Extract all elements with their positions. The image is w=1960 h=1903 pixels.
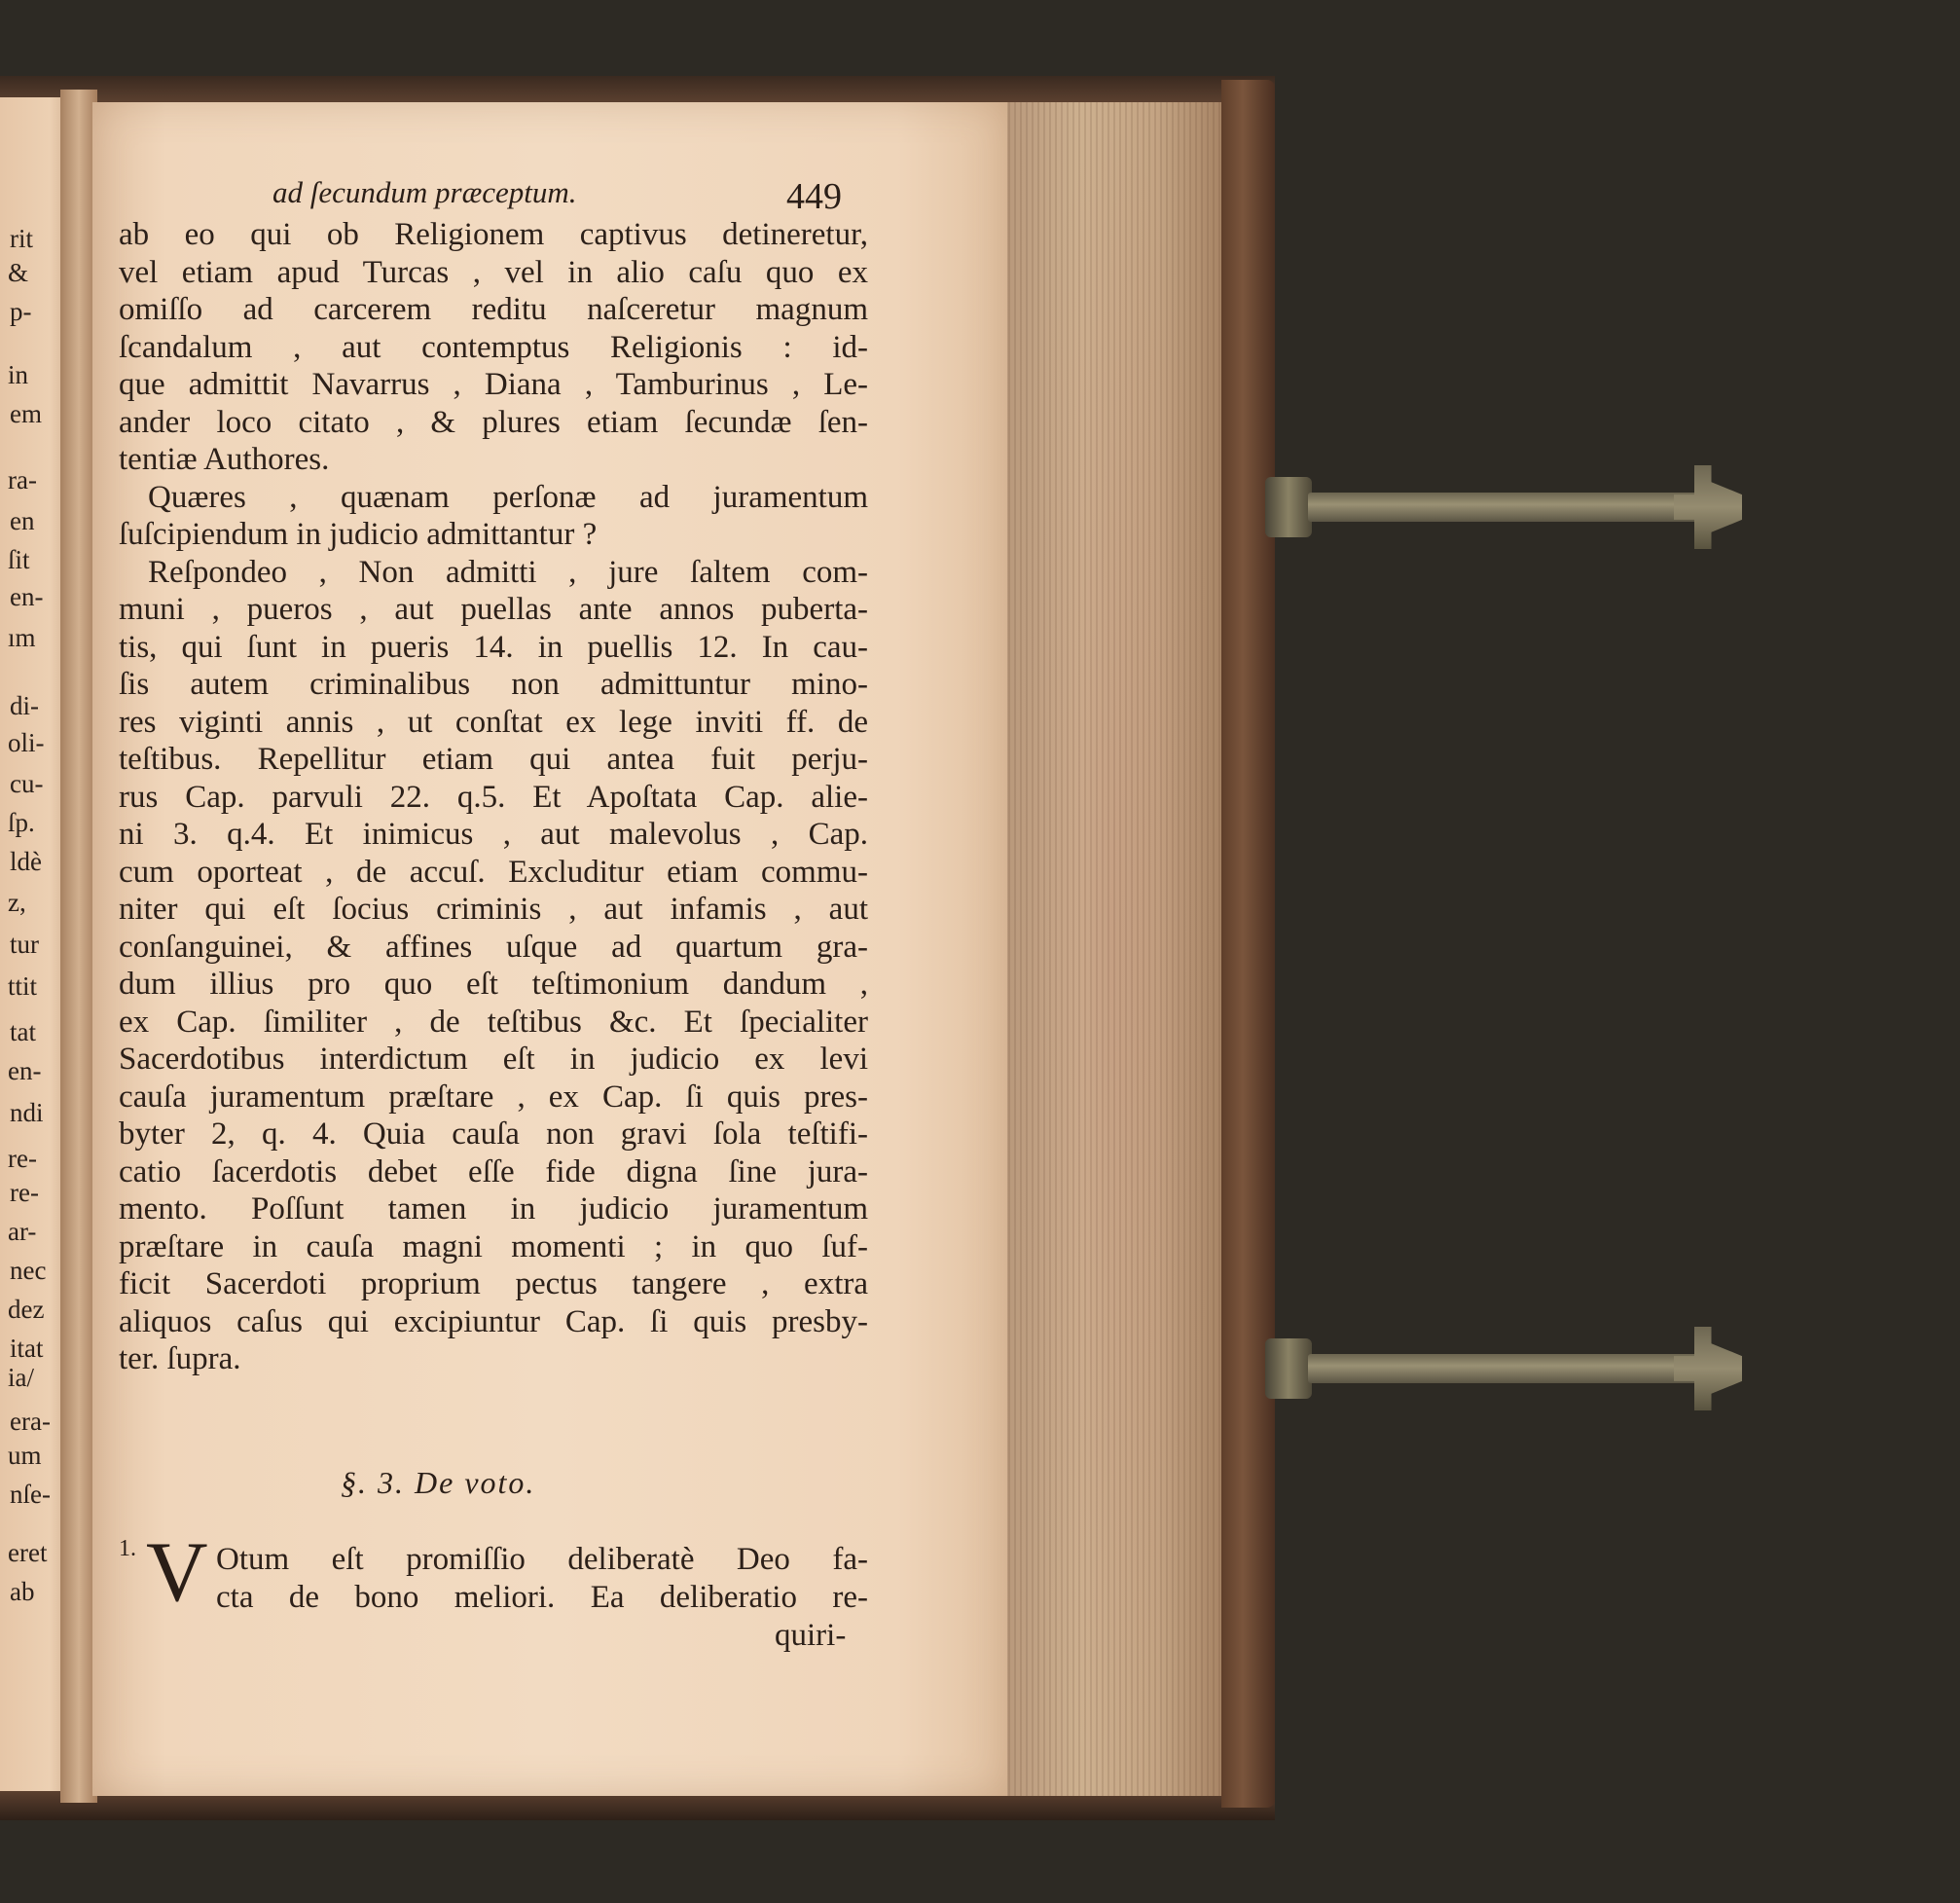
paragraph-number: 1.: [119, 1536, 136, 1561]
text-line: muni , pueros , aut puellas ante annos puberta-: [119, 592, 868, 627]
text-line: ab eo qui ob Religionem captivus detineretur,: [119, 217, 868, 252]
text-line: Reſpondeo , Non admitti , jure ſaltem com-: [148, 554, 868, 590]
left-page-fragment: p-: [10, 297, 32, 326]
text-line: ficit Sacerdoti proprium pectus tangere , extra: [119, 1266, 868, 1301]
text-line: que admittit Navarrus , Diana , Tamburinus , Le-: [119, 367, 868, 402]
left-page-fragment: &: [8, 258, 29, 287]
left-page-fragment: itat: [10, 1334, 44, 1363]
left-page-fragment: era-: [10, 1407, 51, 1436]
left-page-fragment: tur: [10, 930, 39, 959]
left-page-fragment: eret: [8, 1538, 48, 1567]
clasp-hinge: [1265, 1338, 1312, 1399]
page-fore-edge: [1002, 102, 1221, 1796]
text-line: Otum eſt promiſſio deliberatè Deo fa-: [216, 1542, 868, 1577]
text-line: ſcandalum , aut contemptus Religionis : id-: [119, 329, 868, 365]
text-line: mento. Poſſunt tamen in judicio juramentum: [119, 1191, 868, 1226]
left-page-fragment: oli-: [8, 728, 45, 757]
text-line: ſis autem criminalibus non admittuntur mino-: [119, 667, 868, 702]
left-page-fragment: ſp.: [8, 808, 35, 837]
text-line: ni 3. q.4. Et inimicus , aut malevolus , Cap.: [119, 817, 868, 852]
votum-paragraph: [216, 1541, 868, 1617]
left-page-fragment: en: [10, 506, 35, 535]
left-page-fragment: re-: [10, 1178, 39, 1207]
left-page-fragment: rit: [10, 224, 33, 253]
left-page-fragment: en-: [8, 1056, 42, 1085]
left-page-fragment: nec: [10, 1256, 47, 1285]
lower-clasp: [1265, 1338, 1800, 1399]
clasp-bar: [1308, 1354, 1717, 1383]
text-line: aliquos caſus qui excipiuntur Cap. ſi quis presby-: [119, 1303, 868, 1339]
left-page-fragment: cu-: [10, 769, 44, 798]
text-line: ander loco citato , & plures etiam ſecundæ ſen-: [119, 404, 868, 440]
left-page-fragment: di-: [10, 691, 39, 720]
text-line: præſtare in cauſa magni momenti ; in quo ſuf-: [119, 1228, 868, 1264]
text-line: cauſa juramentum præſtare , ex Cap. ſi quis pres-: [119, 1079, 868, 1115]
text-line: ter. ſupra.: [119, 1341, 241, 1376]
left-page-fragment: nſe-: [10, 1480, 51, 1509]
left-page-fragment: z,: [8, 888, 26, 917]
left-page-fragment: tat: [10, 1017, 36, 1046]
left-page-fragment: dez: [8, 1295, 45, 1324]
text-line: byter 2, q. 4. Quia cauſa non gravi ſola teſtifi-: [119, 1116, 868, 1152]
left-page-fragment: ra-: [8, 465, 37, 494]
text-line: tentiæ Authores.: [119, 442, 330, 477]
left-page-fragment: ar-: [8, 1217, 37, 1246]
left-page-fragment: re-: [8, 1144, 37, 1173]
clasp-bar: [1308, 493, 1717, 522]
book-cover-right: [1221, 80, 1275, 1808]
left-page-fragment: ia/: [8, 1363, 34, 1392]
text-line: conſanguinei, & affines uſque ad quartum gra-: [119, 929, 868, 965]
text-line: catio ſacerdotis debet eſſe fide digna ſine jura-: [119, 1153, 868, 1189]
left-page-fragment: ım: [8, 623, 36, 652]
running-head: ad ſecundum præceptum.: [272, 175, 577, 209]
body-text: [119, 216, 868, 1378]
text-line: omiſſo ad carcerem reditu naſceretur magnum: [119, 292, 868, 327]
text-line: Sacerdotibus interdictum eſt in judicio ex levi: [119, 1042, 868, 1077]
left-page-fragment: in: [8, 360, 29, 389]
section-title: §. 3. De voto.: [341, 1465, 536, 1500]
page-number: 449: [786, 176, 842, 217]
text-line: Quæres , quænam perſonæ ad juramentum: [148, 479, 868, 515]
drop-cap: V: [146, 1525, 208, 1620]
upper-clasp: [1265, 477, 1800, 537]
left-page-fragment: em: [10, 399, 42, 428]
text-line: res viginti annis , ut conſtat ex lege inviti ff. de: [119, 704, 868, 740]
text-line: niter qui eſt ſocius criminis , aut infamis , aut: [119, 892, 868, 927]
left-page-fragment: um: [8, 1441, 42, 1470]
clasp-tip: [1674, 1327, 1742, 1410]
left-page-fragment: ttit: [8, 971, 38, 1001]
clasp-tip: [1674, 465, 1742, 549]
text-line: rus Cap. parvuli 22. q.5. Et Apoſtata Cap. alie-: [119, 779, 868, 815]
text-line: ex Cap. ſimiliter , de teſtibus &c. Et ſpecialiter: [119, 1004, 868, 1040]
left-page-fragment: ſit: [8, 545, 30, 574]
left-page-fragment: en-: [10, 582, 44, 611]
text-line: ſuſcipiendum in judicio admittantur ?: [119, 517, 598, 552]
left-page-fragment: ndi: [10, 1098, 44, 1127]
clasp-hinge: [1265, 477, 1312, 537]
text-line: teſtibus. Repellitur etiam qui antea fuit perju-: [119, 742, 868, 777]
text-line: tis, qui ſunt in pueris 14. in puellis 12. In cau-: [119, 629, 868, 665]
left-page-fragment: ldè: [10, 847, 42, 876]
catchword: quiri-: [775, 1618, 847, 1653]
text-line: cum oporteat , de accuſ. Excluditur etiam commu-: [119, 854, 868, 890]
text-line: dum illius pro quo eſt teſtimonium dandum ,: [119, 967, 868, 1002]
text-line: vel etiam apud Turcas , vel in alio caſu quo ex: [119, 254, 868, 290]
text-line: cta de bono meliori. Ea deliberatio re-: [216, 1580, 868, 1615]
left-page-fragment: ab: [10, 1577, 35, 1606]
